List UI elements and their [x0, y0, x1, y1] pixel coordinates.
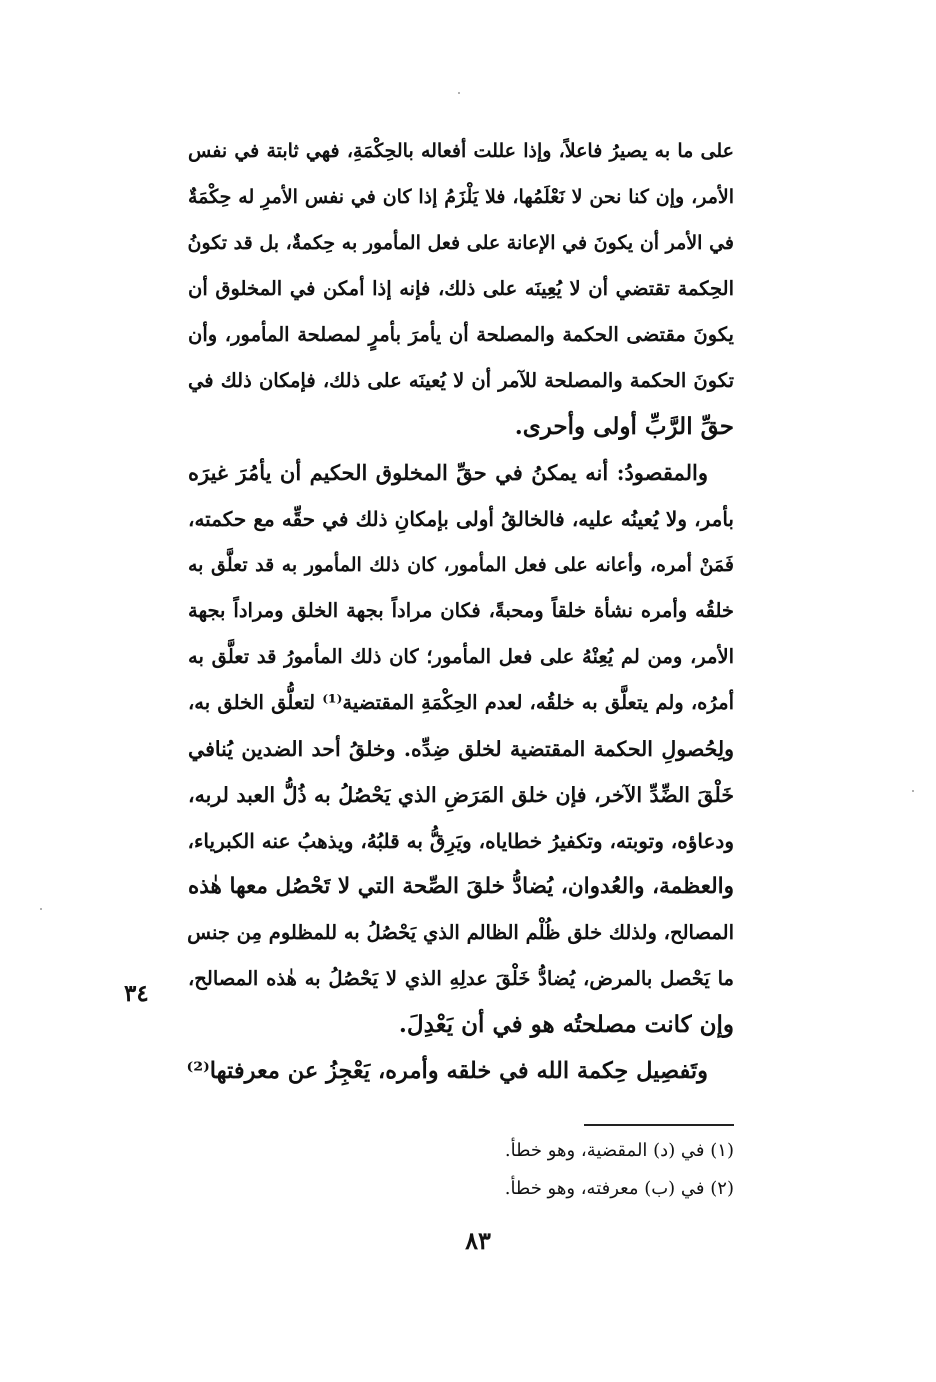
text-line: الأمر، ومن لم يُعِنْهُ على فعل المأمور؛ كان ذلك المأمورُ قد تعلَّق به — [188, 645, 734, 668]
text-line: بأمر، ولا يُعينُه عليه، فالخالقُ أولى بإمكانِ ذلك في حقِّه مع حكمته، — [188, 507, 735, 531]
text-line: الأمر، وإن كنا نحن لا نَعْلَمُها، فلا يَلْزَمُ إذا كان في نفس الأمرِ له حِكْمَةٌ — [188, 186, 734, 208]
text-line: حقِّ الرَّبِّ أولى وأحرى. — [514, 413, 734, 440]
text-line: تكونَ الحكمة والمصلحة للآمر أن لا يُعينَه على ذلك، فإمكان ذلك في — [188, 369, 734, 392]
footnote: (١) في (د) المقضية، وهو خطأ. — [504, 1140, 734, 1161]
text-line: المصالح، ولذلك خلق ظُلْم الظالم الذي يَحْصُلُ به للمظلوم مِن جنس — [187, 921, 734, 944]
text-line: ودعاؤه، وتوبته، وتكفيرُ خطاياه، ويَرِقُّ به قلبُهُ، ويذهبُ عنه الكبرياء، — [187, 829, 734, 853]
text-line: أمرُه، ولم يتعلَّق به خلقُه، لعدم الحِكْمَةِ المقتضية⁽¹⁾ لتعلُّق الخلق به، — [188, 691, 734, 714]
text-line: وتَفصِيل حِكمة الله في خلقه وأمره، يَعْجِزُ عن معرفتها⁽²⁾ — [186, 1058, 708, 1084]
text-line: والمقصودُ: أنه يمكنُ في حقِّ المخلوق الحكيم أن يأمُرَ غيرَه — [188, 460, 708, 485]
text-line: خَلْقَ الضِّدِّ الآخر، فإن خلق المَرَضِ الذي يَحْصُلُ به ذُلُّ العبد لربه، — [188, 783, 734, 807]
text-line: الحِكمة تقتضي أن لا يُعِينَه على ذلك، فإنه إذا أمكن في المخلوق أن — [188, 277, 734, 300]
text-line: في الأمر أن يكونَ في الإعانة على فعل المأمور به حِكمةٌ، بل قد تكونُ — [187, 232, 734, 254]
text-line: ولِحُصولِ الحكمة المقتضية لخلق ضِدِّه. وخلقُ أحد الضدين يُنافي — [188, 737, 734, 761]
body-text — [188, 128, 734, 1094]
page-number: ٨٣ — [465, 1226, 491, 1255]
text-line: فَمَنْ أمره، وأعانه على فعل المأمور، كان ذلك المأمور به قد تعلَّق به — [188, 554, 734, 576]
scan-speck — [912, 790, 914, 792]
text-line: ما يَحْصل بالمرض، يُضادُّ خَلْقَ عدلِهِ الذي لا يَحْصُلُ به هٰذه المصالح، — [188, 967, 734, 990]
text-line: وإن كانت مصلحتُه هو في أن يَعْدِلَ. — [398, 1011, 734, 1038]
text-line: خلقُه وأمره نشأة خلقاً ومحبةً، فكان مراداً بجهة الخلق ومراداً بجهة — [188, 599, 734, 622]
scan-speck — [40, 908, 42, 910]
text-line: يكونَ مقتضى الحكمة والمصلحة أن يأمرَ بأمرٍ لمصلحة المأمور، وأن — [188, 323, 734, 346]
text-line: والعظمة، والعُدوان، يُضادُّ خلقَ الصِّحة التي لا تَحْصُل معها هٰذه — [188, 874, 734, 899]
footnote: (٢) في (ب) معرفته، وهو خطأ. — [504, 1178, 734, 1199]
scan-speck — [458, 92, 460, 94]
text-line: على ما به يصيرُ فاعلاً، وإذا عللت أفعاله بالحِكْمَةِ، فهي ثابتة في نفس — [188, 140, 734, 162]
footnotes — [434, 1132, 734, 1208]
margin-number: ٣٤ — [124, 980, 149, 1007]
footnote-divider — [584, 1124, 734, 1126]
